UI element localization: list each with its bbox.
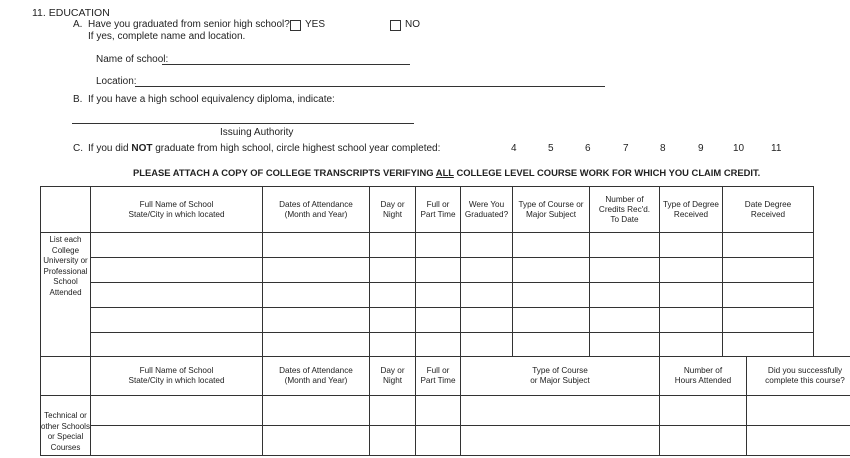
question-a-subtext: If yes, complete name and location.	[88, 31, 246, 42]
col-school-name: Full Name of School State/City in which located	[91, 357, 263, 396]
table-cell[interactable]	[660, 396, 747, 426]
table-cell[interactable]	[660, 308, 723, 333]
table-cell[interactable]	[590, 283, 660, 308]
table-cell[interactable]	[747, 426, 850, 456]
col-full-part-time: Full or Part Time	[416, 357, 461, 396]
no-checkbox[interactable]	[390, 20, 401, 31]
transcript-notice	[133, 167, 760, 178]
table-cell[interactable]	[660, 333, 723, 357]
table-cell[interactable]	[461, 396, 660, 426]
table-row	[41, 283, 814, 308]
location-label: Location:	[96, 76, 137, 87]
grade-option[interactable]: 7	[623, 143, 629, 154]
col-completed: Did you successfully complete this course?	[747, 357, 850, 396]
col-credits: Number of Credits Rec'd. To Date	[590, 187, 660, 233]
table-cell[interactable]	[513, 258, 590, 283]
table-row	[41, 258, 814, 283]
grade-option[interactable]: 4	[511, 143, 517, 154]
table-cell[interactable]	[513, 233, 590, 258]
table-cell[interactable]	[416, 426, 461, 456]
technical-side-label: Technical or other Schools or Special Courses	[41, 396, 91, 456]
table-cell[interactable]	[370, 258, 416, 283]
col-hours-attended: Number of Hours Attended	[660, 357, 747, 396]
table-cell[interactable]	[416, 283, 461, 308]
table-row	[41, 396, 850, 426]
notice-pre: PLEASE ATTACH A COPY OF COLLEGE TRANSCRIPTS VERIFYING	[133, 167, 436, 178]
col-dates-attendance: Dates of Attendance (Month and Year)	[263, 187, 370, 233]
table-cell[interactable]	[723, 258, 814, 283]
table-cell[interactable]	[91, 308, 263, 333]
location-field[interactable]	[135, 86, 605, 87]
college-header-row	[41, 187, 814, 233]
table-cell[interactable]	[461, 233, 513, 258]
table-cell[interactable]	[263, 233, 370, 258]
question-c-pre: If you did	[88, 143, 132, 154]
col-course-type: Type of Course or Major Subject	[461, 357, 660, 396]
col-school-name: Full Name of School State/City in which located	[91, 187, 263, 233]
col-graduated: Were You Graduated?	[461, 187, 513, 233]
technical-corner-cell	[41, 357, 91, 396]
question-a-label: A.	[73, 19, 83, 30]
table-cell[interactable]	[461, 333, 513, 357]
grade-option[interactable]: 6	[585, 143, 591, 154]
col-degree-type: Type of Degree Received	[660, 187, 723, 233]
question-b-label: B.	[73, 94, 83, 105]
table-cell[interactable]	[263, 258, 370, 283]
table-cell[interactable]	[263, 396, 370, 426]
grade-option[interactable]: 11	[771, 143, 782, 154]
col-full-part-time: Full or Part Time	[416, 187, 461, 233]
table-cell[interactable]	[370, 396, 416, 426]
notice-post: COLLEGE LEVEL COURSE WORK FOR WHICH YOU CLAIM CREDIT.	[453, 167, 761, 178]
grade-option[interactable]: 5	[548, 143, 554, 154]
table-cell[interactable]	[461, 283, 513, 308]
section-title: 11. EDUCATION	[32, 7, 110, 19]
question-c-post: graduate from high school, circle highest school year completed:	[152, 143, 441, 154]
table-cell[interactable]	[590, 333, 660, 357]
grade-option[interactable]: 10	[733, 143, 745, 154]
table-cell[interactable]	[513, 308, 590, 333]
no-label: NO	[405, 19, 420, 30]
table-cell[interactable]	[263, 333, 370, 357]
table-cell[interactable]	[91, 258, 263, 283]
yes-label: YES	[305, 19, 326, 30]
col-dates-attendance: Dates of Attendance (Month and Year)	[263, 357, 370, 396]
yes-checkbox[interactable]	[290, 20, 301, 31]
col-degree-date: Date Degree Received	[723, 187, 814, 233]
grade-option[interactable]: 8	[660, 143, 666, 154]
table-row	[41, 308, 814, 333]
table-cell[interactable]	[723, 283, 814, 308]
table-cell[interactable]	[660, 283, 723, 308]
issuing-authority-field[interactable]	[72, 123, 414, 124]
table-cell[interactable]	[91, 233, 263, 258]
table-cell[interactable]	[513, 283, 590, 308]
table-cell[interactable]	[461, 258, 513, 283]
question-a-text: Have you graduated from senior high school?	[88, 19, 290, 30]
table-cell[interactable]	[723, 308, 814, 333]
question-b-text: If you have a high school equivalency diploma, indicate:	[88, 94, 335, 105]
table-cell[interactable]	[370, 283, 416, 308]
table-cell[interactable]	[263, 283, 370, 308]
college-corner-cell	[41, 187, 91, 233]
issuing-authority-label: Issuing Authority	[220, 127, 294, 138]
table-cell[interactable]	[590, 233, 660, 258]
table-cell[interactable]	[416, 258, 461, 283]
table-cell[interactable]	[370, 426, 416, 456]
table-cell[interactable]	[370, 333, 416, 357]
table-row	[41, 426, 850, 456]
table-cell[interactable]	[660, 233, 723, 258]
col-day-night: Day or Night	[370, 187, 416, 233]
table-cell[interactable]	[723, 333, 814, 357]
table-cell[interactable]	[91, 396, 263, 426]
grade-option[interactable]: 9	[698, 143, 704, 154]
question-c-bold: NOT	[131, 143, 153, 154]
table-cell[interactable]	[91, 283, 263, 308]
table-row	[41, 333, 814, 357]
table-cell[interactable]	[91, 426, 263, 456]
table-cell[interactable]	[263, 308, 370, 333]
table-cell[interactable]	[513, 333, 590, 357]
technical-table	[40, 356, 850, 456]
col-course-type: Type of Course or Major Subject	[513, 187, 590, 233]
table-cell[interactable]	[590, 258, 660, 283]
table-cell[interactable]	[723, 233, 814, 258]
college-table	[40, 186, 814, 357]
table-cell[interactable]	[416, 333, 461, 357]
table-cell[interactable]	[416, 396, 461, 426]
table-cell[interactable]	[263, 426, 370, 456]
table-cell[interactable]	[461, 308, 513, 333]
table-cell[interactable]	[91, 333, 263, 357]
table-cell[interactable]	[370, 233, 416, 258]
notice-underlined: ALL	[435, 167, 454, 178]
table-cell[interactable]	[461, 426, 660, 456]
table-cell[interactable]	[590, 308, 660, 333]
table-row	[41, 233, 814, 258]
technical-header-row	[41, 357, 850, 396]
table-cell[interactable]	[370, 308, 416, 333]
school-name-field[interactable]	[162, 64, 410, 65]
table-cell[interactable]	[416, 233, 461, 258]
table-cell[interactable]	[660, 426, 747, 456]
school-name-label: Name of school:	[96, 54, 169, 65]
question-c-label: C.	[73, 143, 83, 154]
table-cell[interactable]	[416, 308, 461, 333]
table-cell[interactable]	[747, 396, 850, 426]
table-cell[interactable]	[660, 258, 723, 283]
col-day-night: Day or Night	[370, 357, 416, 396]
college-side-label: List each College University or Professional School Attended	[41, 233, 91, 357]
question-c-text	[88, 143, 440, 154]
